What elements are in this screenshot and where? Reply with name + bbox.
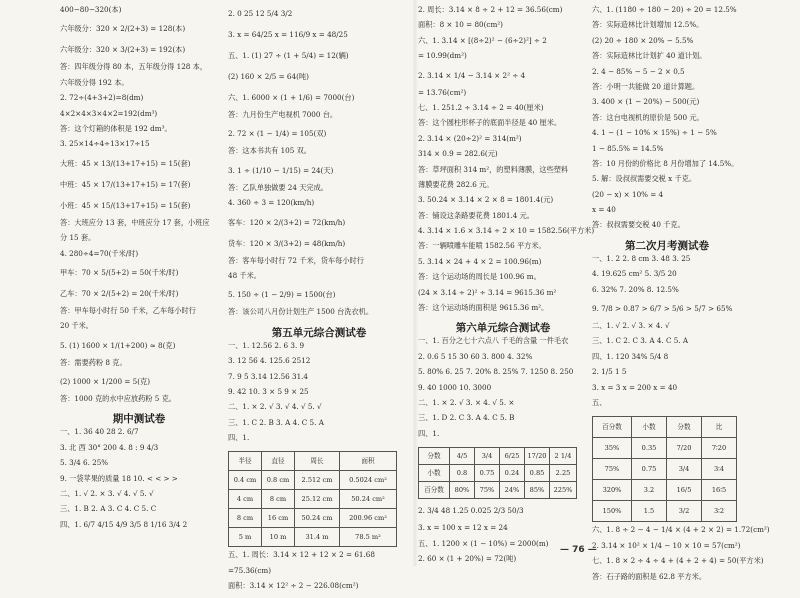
percent-table: [418, 447, 577, 499]
table-cell: 85%: [525, 482, 550, 499]
table-cell: 75%: [593, 459, 632, 480]
text-line: 3. 25×14÷4÷13×17÷15: [60, 139, 150, 149]
table-cell: 35%: [593, 438, 632, 459]
text-line: 答：草坪面积 314 m²，的塑料薄膜，这些塑料: [418, 164, 569, 174]
text-line: 一、1. 12.56 2. 6 3. 9: [228, 340, 305, 350]
text-line: 六年级分得 192 本。: [60, 77, 129, 87]
table-row: [229, 528, 397, 547]
table-cell: 150%: [593, 501, 632, 522]
table-cell: 0.35: [632, 438, 667, 459]
column-4: [592, 5, 770, 588]
table-cell: 百分数: [419, 482, 450, 499]
text-line: 二、1. × 2. √ 3. × 4. √ 5. ×: [418, 397, 515, 407]
table-cell: 8 cm: [229, 509, 262, 528]
text-line: 一、1. 2 2. 8 cm 3. 48 3. 25: [592, 253, 691, 263]
table-cell: 3/2: [667, 501, 702, 522]
text-line: 答：10 月份的价格比 8 月份增加了 14.5%。: [592, 158, 739, 168]
table-cell: 320%: [593, 480, 632, 501]
table-row: [593, 459, 737, 480]
conversion-table: [592, 416, 737, 522]
text-line: 2. 3/4 48 1.25 0.025 2/3 50/3: [418, 506, 524, 516]
table-header-row: [593, 417, 737, 438]
text-line: 面积：3.14 × 12² ÷ 2 − 226.08(cm²): [228, 581, 359, 591]
text-line: 五、1. 1200 × (1 − 10%) = 2000(m): [418, 538, 549, 548]
text-line: 2. 72÷(4+3+2)=8(dm): [60, 93, 144, 103]
text-line: 答：1000 克的水中应放药粉 5 克。: [60, 394, 176, 404]
text-line: 4. 360 ÷ 3 = 120(km/h): [228, 198, 315, 208]
text-line: 答：九月份生产电视机 7000 台。: [228, 110, 338, 119]
text-line: 20 千米。: [60, 321, 93, 331]
text-line: 5. (1) 1600 × 1/(1+200) ≈ 8(克): [60, 340, 176, 350]
text-line: = 10.99(dm²): [418, 51, 467, 61]
table-cell: 25.12 cm: [295, 490, 340, 509]
section-heading: 第六单元综合测试卷: [455, 322, 551, 335]
text-line: 答：石子路的面积是 62.8 平方米。: [592, 571, 707, 581]
table-cell: 78.5 m²: [340, 528, 397, 547]
table-cell: 0.8: [450, 465, 475, 482]
text-line: 3. 12 56 4. 125.6 2512: [228, 356, 311, 366]
text-line: 二、1. √ 2. √ 3. × 4. √: [592, 321, 670, 331]
table-row: [593, 501, 737, 522]
table-cell: 31.4 m: [295, 528, 340, 547]
text-line: 3. x = 100 x = 12 x = 24: [418, 523, 508, 533]
table-cell: 17/20: [525, 448, 550, 465]
text-line: 答：一辆喷雕车能喷 1582.56 平方米。: [418, 241, 546, 251]
section-heading: 第五单元综合测试卷: [271, 326, 367, 339]
text-line: 答：需要药粉 8 克。: [60, 357, 127, 367]
text-line: (20 − x) × 10% = 4: [592, 189, 664, 199]
table-cell: 百分数: [593, 417, 632, 438]
text-line: 六、1. 6000 × (1 + 1/6) = 7000(台): [228, 93, 355, 102]
table-row: [419, 482, 577, 499]
text-line: 4. 19.625 cm² 5. 3/5 20: [592, 269, 677, 279]
text-line: 1 − 85.5% = 14.5%: [592, 143, 664, 153]
text-line: 9. 42 10. 3 × 5 9 × 25: [228, 386, 309, 396]
column-1: [60, 6, 218, 536]
circle-table: [228, 451, 397, 547]
text-line: 四、1. 120 34% 5/4 8: [592, 351, 669, 361]
text-line: 2. 3.14 × 1/4 − 3.14 × 2² ÷ 4: [418, 70, 526, 80]
text-line: 面积：8 × 10 = 80(cm²): [418, 20, 503, 30]
text-line: 2. 周长：3.14 × 8 ÷ 2 + 12 = 36.56(cm): [418, 5, 563, 14]
table-cell: 3/4: [475, 448, 500, 465]
text-line: 小班：45 × 15/(13+17+15) = 15(套): [60, 200, 191, 210]
text-line: 五、1. 周长：3.14 × 12 + 12 × 2 = 61.68: [228, 550, 375, 560]
table-cell: 225%: [550, 482, 577, 499]
text-line: 2. 60 × (1 + 20%) = 72(吨): [418, 553, 517, 563]
table-cell: 10 m: [262, 528, 295, 547]
table-cell: 面积: [340, 452, 397, 471]
text-line: 乙车：70 × 2/(5+2) = 20(千米/时): [60, 288, 179, 298]
text-line: 答：甲车每小时行 50 千米，乙车每小时行: [60, 305, 196, 315]
text-line: 答：这个灯箱的体积是 192 dm³。: [60, 123, 172, 133]
table-cell: 0.4 cm: [229, 471, 262, 490]
table-cell: 7/20: [667, 438, 702, 459]
text-line: 六、1. 3.14 × [(8÷2)² − (6÷2)²] ÷ 2: [418, 35, 547, 45]
table-cell: 0.85: [525, 465, 550, 482]
text-line: 答：这个运动场的面积是 9615.36 m²。: [418, 303, 549, 313]
text-line: 答：小明一共能做 20 道计算题。: [592, 81, 700, 91]
table-cell: 3.2: [632, 480, 667, 501]
table-cell: 2 1/4: [550, 448, 577, 465]
table-cell: 16∶5: [702, 480, 737, 501]
text-line: x = 40: [592, 205, 616, 215]
section-heading: 期中测试卷: [112, 413, 166, 426]
text-line: 9. 7/8 > 0.87 > 6/7 > 5/6 > 5/7 > 65%: [592, 304, 733, 314]
page-number: — 76 —: [560, 545, 597, 555]
column-3: [418, 5, 595, 570]
table-row: [419, 465, 577, 482]
text-line: (24 × 3.14 ÷ 2)² ÷ 3.14 = 9615.36 m²: [418, 287, 557, 297]
table-cell: 比: [702, 417, 737, 438]
text-line: 答：实际造林比计划扩 40 道计划。: [592, 51, 707, 61]
text-line: 2. 3.14 × (20÷2)² = 314(m²): [418, 133, 522, 143]
text-line: 2. 1/5 1 5: [592, 367, 627, 377]
text-line: 五、1. (1) 27 ÷ (1 + 5/4) = 12(辆): [228, 51, 349, 60]
text-line: 5. 解：设叔叔需要交税 x 千克。: [592, 174, 697, 184]
text-line: 2. 0.6 5 15 30 60 3. 800 4. 32%: [418, 351, 533, 361]
table-cell: 16 cm: [262, 509, 295, 528]
table-cell: 24%: [500, 482, 525, 499]
text-line: 5. 3.14 × 24 + 4 × 2 = 100.96(m): [418, 256, 542, 266]
table-cell: 0.8 cm: [262, 471, 295, 490]
text-line: 三、1. B 2. A 3. C 4. C 5. C: [60, 504, 157, 514]
table-row: [229, 471, 397, 490]
text-line: 答：该公司八月份计划生产 1500 台洗衣机。: [228, 307, 374, 317]
text-line: 2. 4 − 85% − 5 − 2 × 0.5: [592, 66, 685, 76]
table-cell: 4 cm: [229, 490, 262, 509]
text-line: 二、1. √ 2. × 3. √ 4. √ 5. √: [60, 489, 154, 499]
table-cell: 200.96 cm²: [340, 509, 397, 528]
text-line: 5. 80% 6. 25 7. 20% 8. 25% 7. 1250 8. 250: [418, 367, 574, 377]
text-line: 答：乙队单独做要 24 天完成。: [228, 182, 328, 192]
text-line: 答：叔叔需要交税 40 千克。: [592, 220, 685, 230]
text-line: 答：大班应分 13 套，中班应分 17 套，小班应: [60, 217, 210, 227]
text-line: 中班：45 × 17/(13+17+15) = 17(套): [60, 179, 191, 189]
text-line: 4. 3.14 × 1.6 × 3.14 ÷ 2 × 10 = 1582.56(平方米): [418, 226, 595, 236]
table-row: [229, 490, 397, 509]
table-cell: 半径: [229, 452, 262, 471]
text-line: 2. 72 × (1 − 1/4) = 105(双): [228, 129, 327, 139]
table-cell: 0.75: [475, 465, 500, 482]
table-cell: 小数: [632, 417, 667, 438]
table-cell: 1.5: [632, 501, 667, 522]
text-line: 9. 一袋苹果的质量 18 10. < < > >: [60, 473, 178, 483]
text-line: 5. 3/4 6. 25%: [60, 458, 109, 468]
text-line: 3. 1 ÷ (1/10 − 1/15) = 24(天): [228, 165, 334, 175]
table-cell: 分数: [419, 448, 450, 465]
text-line: 400−80−320(本): [60, 5, 122, 14]
table-cell: 8 cm: [262, 490, 295, 509]
text-line: 三、1. C 2. B 3. A 4. C 5. A: [228, 417, 324, 427]
text-line: 6. 32% 7. 20% 8. 12.5%: [592, 284, 679, 294]
text-line: 四、1.: [228, 433, 250, 443]
text-line: 三、1. D 2. C 3. A 4. C 5. B: [418, 413, 515, 423]
table-cell: 3∶4: [702, 459, 737, 480]
table-cell: 2.25: [550, 465, 577, 482]
table-cell: 0.24: [500, 465, 525, 482]
text-line: 二、1. × 2. √ 3. √ 4. √ 5. √: [228, 402, 322, 412]
table-cell: 6/25: [500, 448, 525, 465]
text-line: 3. 北 西 30° 200 4. 8 : 9 4/3: [60, 442, 159, 452]
text-line: 7. 9 5 3.14 12.56 31.4: [228, 371, 309, 381]
text-line: 答：这个圆柱形杯子的底面半径是 40 厘米。: [418, 118, 562, 128]
table-cell: 0.75: [632, 459, 667, 480]
text-line: 五、: [592, 397, 607, 407]
text-line: 答：这本书共有 105 双。: [228, 146, 311, 156]
text-line: 一、1. 百分之七十六点八 千毛的含量 一件毛衣: [418, 336, 569, 346]
table-row: [593, 438, 737, 459]
text-line: 四、1.: [418, 428, 440, 438]
column-2: [228, 6, 410, 598]
section-heading: 第二次月考测试卷: [625, 239, 709, 252]
text-line: 薄膜要花费 282.6 元。: [418, 179, 494, 189]
text-line: 六年级分：320 × 2/(2+3) = 128(本): [60, 24, 186, 34]
text-line: 4×2×4×3×4×2=192(dm³): [60, 108, 158, 118]
text-line: 3. 400 × (1 − 20%) − 500(元): [592, 97, 700, 107]
table-cell: 7∶20: [702, 438, 737, 459]
text-line: =75.36(cm): [228, 565, 272, 575]
text-line: 5. 150 ÷ (1 − 2/9) = 1500(台): [228, 290, 336, 300]
text-line: (2) 160 × 2/5 = 64(吨): [228, 72, 309, 81]
text-line: 六、1. (1180 ÷ 180 − 20) ÷ 20 = 12.5%: [592, 5, 737, 14]
table-row: [229, 509, 397, 528]
table-cell: 5 m: [229, 528, 262, 547]
text-line: 六年级分：320 × 3/(2+3) = 192(本): [60, 45, 186, 55]
text-line: (2) 1000 × 1/200 = 5(克): [60, 377, 151, 387]
table-cell: 周长: [295, 452, 340, 471]
text-line: 三、1. C 2. C 3. A 4. C 5. A: [592, 336, 689, 346]
text-line: 一、1. 36 40 28 2. 6/7: [60, 427, 139, 437]
text-line: 答：实际造林比计划增加 12.5%。: [592, 20, 704, 30]
text-line: 货车：120 × 3/(3+2) = 48(km/h): [228, 238, 346, 248]
table-cell: 50.24 cm: [295, 509, 340, 528]
text-line: 2. 3.14 × 10² × 1/4 − 10 × 10 = 57(cm²): [592, 540, 741, 550]
text-line: 答：客车每小时行 72 千米，货车每小时行: [228, 255, 364, 265]
text-line: 9. 40 1000 10. 3000: [418, 382, 492, 392]
text-line: 答：这个运动场的周长是 100.96 m。: [418, 272, 541, 282]
text-line: 七、1. 8 × 2 ÷ 4 ÷ 4 + (4 + 2 + 4) = 50(平方米): [592, 556, 764, 566]
text-line: 答：铺设这条路要花费 1801.4 元。: [418, 210, 534, 220]
table-cell: 4/5: [450, 448, 475, 465]
table-cell: 16/5: [667, 480, 702, 501]
text-line: = 13.76(cm²): [418, 87, 467, 97]
table-cell: 3/4: [667, 459, 702, 480]
table-row: [419, 448, 577, 465]
text-line: 3. 50.24 × 3.14 × 2 × 8 = 1801.4(元): [418, 195, 554, 205]
text-line: 四、1. 6/7 4/15 4/9 3/5 8 1/16 3/4 2: [60, 519, 188, 529]
text-line: 2. 0 25 12 5/4 3/2: [228, 9, 293, 18]
table-cell: 75%: [475, 482, 500, 499]
text-line: 客车：120 × 2/(3+2) = 72(km/h): [228, 217, 346, 227]
text-line: 4. 280÷4=70(千米/时): [60, 248, 139, 258]
text-line: 48 千米。: [228, 270, 261, 280]
table-cell: 小数: [419, 465, 450, 482]
table-cell: 0.5024 cm²: [340, 471, 397, 490]
text-line: 分 15 套。: [60, 233, 96, 243]
table-cell: 分数: [667, 417, 702, 438]
text-line: 4. 1 − (1 − 10% × 15%) ÷ 1 − 5%: [592, 128, 717, 138]
table-header-row: [229, 452, 397, 471]
text-line: 六、1. 8 ÷ 2 − 4 − 1/4 × (4 + 2 × 2) = 1.72(cm²): [592, 525, 770, 535]
text-line: 甲车：70 × 5/(5+2) = 50(千米/时): [60, 267, 179, 277]
text-line: 答：四年级分得 80 本，五年级分得 128 本，: [60, 62, 208, 72]
text-line: 3. x = 3 x = 200 x = 40: [592, 382, 678, 392]
text-line: 3. x = 64/25 x = 116/9 x = 48/25: [228, 30, 348, 39]
table-cell: 50.24 cm²: [340, 490, 397, 509]
text-line: 七、1. 251.2 ÷ 3.14 ÷ 2 = 40(厘米): [418, 102, 544, 112]
text-line: (2) 20 ÷ 180 × 20% − 5.5%: [592, 35, 694, 45]
text-line: 大班：45 × 13/(13+17+15) = 15(套): [60, 158, 191, 168]
text-line: 314 × 0.9 = 282.6(元): [418, 149, 498, 159]
table-cell: 80%: [450, 482, 475, 499]
table-cell: 直径: [262, 452, 295, 471]
table-cell: 3∶2: [702, 501, 737, 522]
table-cell: 2.512 cm: [295, 471, 340, 490]
text-line: 答：这台电视机的原价是 500 元。: [592, 112, 704, 122]
table-row: [593, 480, 737, 501]
